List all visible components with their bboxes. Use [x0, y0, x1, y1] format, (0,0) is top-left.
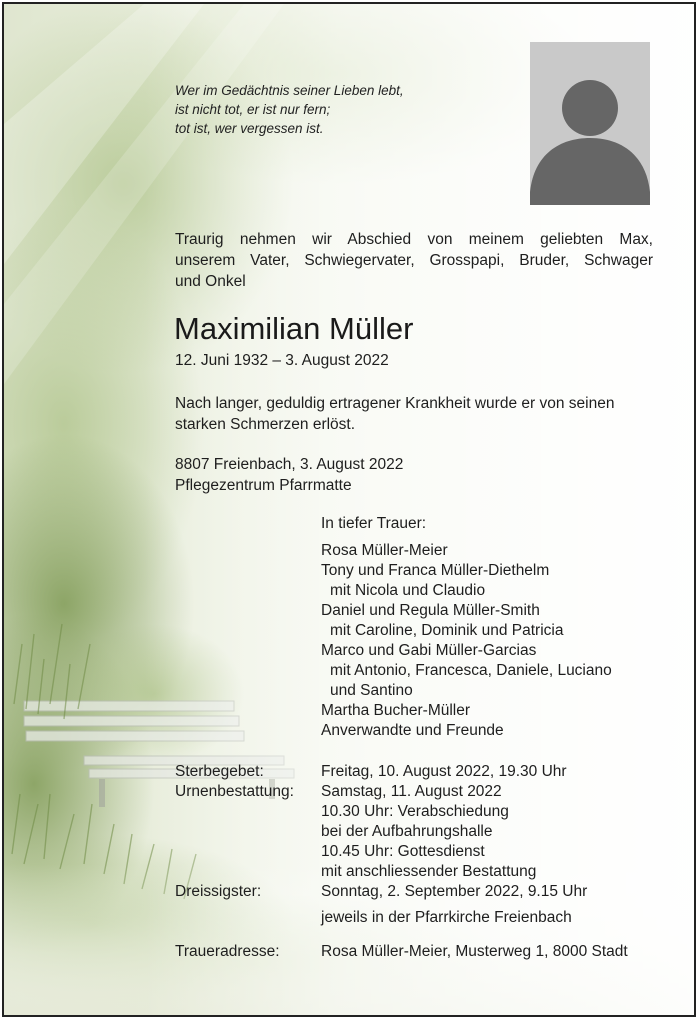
- event-text: 10.30 Uhr: Verabschiedung: [321, 803, 509, 820]
- place-line: 8807 Freienbach, 3. August 2022: [175, 456, 404, 473]
- motto-quote: [175, 81, 404, 138]
- mourner-row: Tony und Franca Müller-Diethelm: [321, 562, 550, 579]
- event-label: Sterbegebet:: [175, 763, 264, 780]
- portrait-placeholder: [530, 42, 650, 205]
- event-text: 10.45 Uhr: Gottesdienst: [321, 843, 485, 860]
- events-section: [175, 762, 675, 962]
- event-text: Freitag, 10. August 2022, 19.30 Uhr: [321, 763, 567, 780]
- illness-text: [175, 393, 655, 435]
- mourner-row: Daniel und Regula Müller-Smith: [321, 602, 540, 619]
- mourning-address: [175, 942, 675, 962]
- mourners-list: [321, 514, 612, 741]
- event-label: Traueradresse:: [175, 943, 280, 960]
- church-location: jeweils in der Pfarrkirche Freienbach: [321, 909, 572, 926]
- event-thirtieth: [175, 882, 675, 902]
- obituary-card: [2, 2, 696, 1017]
- motto-line: Wer im Gedächtnis seiner Lieben lebt,: [175, 83, 404, 98]
- place-and-date: [175, 454, 403, 496]
- place-line: Pflegezentrum Pfarrmatte: [175, 477, 352, 494]
- intro-line: unserem Vater, Schwiegervater, Grosspapi, Bruder, Schwager: [175, 252, 653, 269]
- event-label: Dreissigster:: [175, 883, 262, 900]
- illness-line: Nach langer, geduldig ertragener Krankheit wurde er von seinen: [175, 395, 615, 412]
- content-area: [4, 4, 694, 1015]
- motto-line: tot ist, wer vergessen ist.: [175, 121, 324, 136]
- mourner-row: Anverwandte und Freunde: [321, 722, 504, 739]
- mourner-row: Martha Bucher-Müller: [321, 702, 471, 719]
- event-urn-burial: [175, 782, 675, 882]
- event-label: Urnenbestattung:: [175, 783, 294, 800]
- intro-line: Traurig nehmen wir Abschied von meinem geliebten Max,: [175, 231, 653, 248]
- illness-line: starken Schmerzen erlöst.: [175, 416, 356, 433]
- life-dates: 12. Juni 1932 – 3. August 2022: [175, 352, 389, 369]
- event-prayer: [175, 762, 675, 782]
- motto-line: ist nicht tot, er ist nur fern;: [175, 102, 331, 117]
- deceased-name: Maximilian Müller: [174, 311, 414, 346]
- intro-text: [175, 229, 653, 292]
- mourner-row: Rosa Müller-Meier: [321, 542, 448, 559]
- event-text: mit anschliessender Bestattung: [321, 863, 537, 880]
- mourner-row: mit Antonio, Francesca, Daniele, Luciano: [330, 662, 612, 679]
- event-text: Sonntag, 2. September 2022, 9.15 Uhr: [321, 883, 588, 900]
- event-text: Samstag, 11. August 2022: [321, 783, 502, 800]
- mourners-heading: In tiefer Trauer:: [321, 515, 427, 532]
- mourner-row: mit Caroline, Dominik und Patricia: [330, 622, 564, 639]
- intro-line: und Onkel: [175, 273, 246, 290]
- mourner-row: mit Nicola und Claudio: [330, 582, 486, 599]
- event-text: bei der Aufbahrungshalle: [321, 823, 493, 840]
- person-silhouette-icon: [530, 42, 650, 205]
- mourner-row: und Santino: [330, 682, 413, 699]
- event-text: Rosa Müller-Meier, Musterweg 1, 8000 Stadt: [321, 943, 628, 960]
- mourner-row: Marco und Gabi Müller-Garcias: [321, 642, 537, 659]
